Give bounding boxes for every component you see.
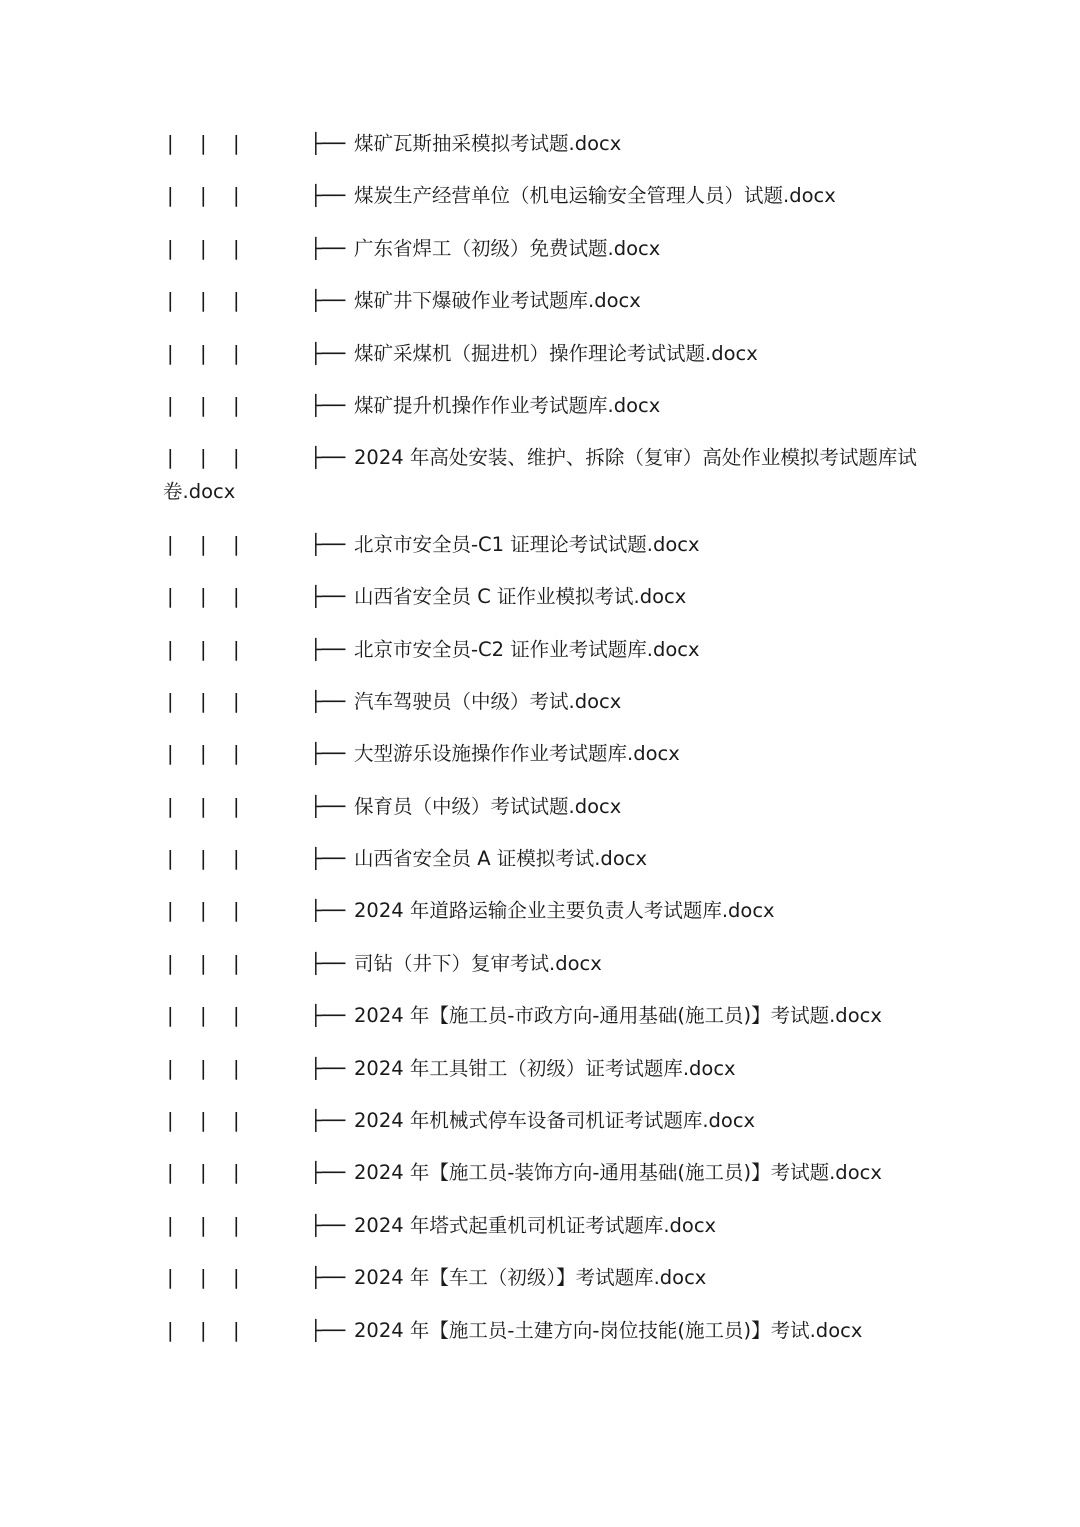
file-name: 汽车驾驶员（中级）考试.docx bbox=[354, 689, 622, 713]
tree-guide-line: | bbox=[233, 1056, 240, 1080]
file-tree-row bbox=[163, 337, 923, 371]
file-name: 煤矿瓦斯抽采模拟考试题.docx bbox=[354, 132, 622, 155]
tree-branch-connector: ├── bbox=[310, 1109, 346, 1133]
file-name: 山西省安全员 A 证模拟考试.docx bbox=[354, 847, 648, 871]
tree-guide-line: | bbox=[167, 532, 174, 556]
tree-branch-connector: ├── bbox=[310, 1056, 346, 1080]
tree-guides bbox=[163, 1261, 310, 1295]
tree-guide-line: | bbox=[167, 1266, 174, 1290]
file-tree-row bbox=[163, 389, 923, 423]
tree-guides bbox=[163, 528, 310, 562]
tree-guide-line: | bbox=[167, 951, 174, 975]
file-tree-row bbox=[163, 1052, 923, 1086]
tree-guide-line: | bbox=[167, 1213, 174, 1237]
file-tree-row bbox=[163, 528, 923, 562]
tree-guide-line: | bbox=[167, 132, 174, 155]
file-name: 煤炭生产经营单位（机电运输安全管理人员）试题.docx bbox=[354, 184, 836, 208]
tree-guide-line: | bbox=[167, 236, 174, 260]
tree-guides bbox=[163, 1314, 310, 1348]
tree-guide-line: | bbox=[233, 184, 240, 208]
tree-guide-line: | bbox=[167, 742, 174, 766]
tree-guides bbox=[163, 737, 310, 771]
tree-guides bbox=[163, 894, 310, 928]
tree-guide-line: | bbox=[200, 393, 207, 417]
tree-guides bbox=[163, 127, 310, 161]
tree-guide-line: | bbox=[167, 637, 174, 661]
file-name: 2024 年【车工（初级）】考试题库.docx bbox=[354, 1266, 707, 1290]
tree-guides bbox=[163, 633, 310, 667]
tree-guide-line: | bbox=[233, 1266, 240, 1290]
tree-guide-line: | bbox=[200, 794, 207, 818]
tree-guides bbox=[163, 1156, 310, 1190]
tree-branch-connector: ├── bbox=[310, 794, 346, 818]
tree-guide-line: | bbox=[167, 1109, 174, 1133]
tree-guide-line: | bbox=[233, 393, 240, 417]
tree-guide-line: | bbox=[167, 393, 174, 417]
file-name: 煤矿采煤机（掘进机）操作理论考试试题.docx bbox=[354, 341, 758, 365]
tree-guide-line: | bbox=[200, 1161, 207, 1185]
tree-branch-connector: ├── bbox=[310, 1004, 346, 1028]
tree-guide-line: | bbox=[167, 1004, 174, 1028]
file-tree-row bbox=[163, 685, 923, 719]
tree-guides bbox=[163, 441, 310, 475]
tree-guide-line: | bbox=[233, 289, 240, 313]
tree-guides bbox=[163, 685, 310, 719]
file-name: 广东省焊工（初级）免费试题.docx bbox=[354, 236, 661, 260]
tree-branch-connector: ├── bbox=[310, 847, 346, 871]
tree-guide-line: | bbox=[200, 184, 207, 208]
tree-guide-line: | bbox=[167, 1161, 174, 1185]
tree-guide-line: | bbox=[200, 1056, 207, 1080]
file-tree-row bbox=[163, 999, 923, 1033]
tree-guides bbox=[163, 842, 310, 876]
tree-guide-line: | bbox=[200, 1213, 207, 1237]
tree-branch-connector: ├── bbox=[310, 951, 346, 975]
file-tree-row bbox=[163, 842, 923, 876]
file-name: 2024 年【施工员-土建方向-岗位技能(施工员)】考试.docx bbox=[354, 1318, 863, 1342]
file-name: 保育员（中级）考试试题.docx bbox=[354, 794, 622, 818]
file-tree-row bbox=[163, 1209, 923, 1243]
tree-guide-line: | bbox=[200, 341, 207, 365]
tree-branch-connector: ├── bbox=[310, 236, 346, 260]
tree-guides bbox=[163, 1052, 310, 1086]
tree-guide-line: | bbox=[233, 951, 240, 975]
tree-guide-line: | bbox=[200, 532, 207, 556]
tree-guide-line: | bbox=[233, 637, 240, 661]
tree-guide-line: | bbox=[233, 236, 240, 260]
tree-guide-line: | bbox=[233, 1161, 240, 1185]
tree-branch-connector: ├── bbox=[310, 1213, 346, 1237]
tree-guides bbox=[163, 337, 310, 371]
tree-guides bbox=[163, 947, 310, 981]
tree-guides bbox=[163, 790, 310, 824]
tree-guide-line: | bbox=[167, 184, 174, 208]
tree-guides bbox=[163, 580, 310, 614]
file-tree bbox=[163, 127, 923, 1366]
tree-guide-line: | bbox=[167, 794, 174, 818]
tree-guide-line: | bbox=[167, 289, 174, 313]
tree-guides bbox=[163, 232, 310, 266]
tree-guides bbox=[163, 284, 310, 318]
tree-branch-connector: ├── bbox=[310, 532, 346, 556]
tree-guide-line: | bbox=[200, 1004, 207, 1028]
file-name: 北京市安全员-C2 证作业考试题库.docx bbox=[354, 637, 700, 661]
tree-guide-line: | bbox=[200, 1266, 207, 1290]
tree-guide-line: | bbox=[200, 1318, 207, 1342]
tree-branch-connector: ├── bbox=[310, 289, 346, 313]
tree-branch-connector: ├── bbox=[310, 1266, 346, 1290]
tree-guide-line: | bbox=[200, 585, 207, 609]
tree-guide-line: | bbox=[200, 446, 207, 470]
file-name: 2024 年【施工员-装饰方向-通用基础(施工员)】考试题.docx bbox=[354, 1161, 882, 1185]
file-tree-row bbox=[163, 633, 923, 667]
file-name: 2024 年工具钳工（初级）证考试题库.docx bbox=[354, 1056, 736, 1080]
tree-guides bbox=[163, 389, 310, 423]
file-tree-row bbox=[163, 1156, 923, 1190]
file-name: 煤矿提升机操作作业考试题库.docx bbox=[354, 393, 661, 417]
file-tree-row bbox=[163, 580, 923, 614]
file-tree-row bbox=[163, 1104, 923, 1138]
file-tree-row bbox=[163, 284, 923, 318]
tree-guide-line: | bbox=[167, 689, 174, 713]
tree-guide-line: | bbox=[233, 742, 240, 766]
tree-guides bbox=[163, 1209, 310, 1243]
tree-branch-connector: ├── bbox=[310, 1318, 346, 1342]
tree-branch-connector: ├── bbox=[310, 446, 346, 470]
tree-branch-connector: ├── bbox=[310, 742, 346, 766]
tree-guide-line: | bbox=[200, 951, 207, 975]
tree-guide-line: | bbox=[233, 1004, 240, 1028]
tree-guide-line: | bbox=[233, 1109, 240, 1133]
tree-guide-line: | bbox=[233, 847, 240, 871]
tree-guide-line: | bbox=[233, 341, 240, 365]
file-name: 2024 年机械式停车设备司机证考试题库.docx bbox=[354, 1109, 756, 1133]
tree-guide-line: | bbox=[200, 132, 207, 155]
tree-guide-line: | bbox=[233, 532, 240, 556]
tree-guide-line: | bbox=[167, 899, 174, 923]
file-name: 山西省安全员 C 证作业模拟考试.docx bbox=[354, 585, 687, 609]
file-name: 司钻（井下）复审考试.docx bbox=[354, 951, 602, 975]
tree-guide-line: | bbox=[200, 1109, 207, 1133]
tree-guide-line: | bbox=[200, 289, 207, 313]
tree-guide-line: | bbox=[233, 899, 240, 923]
file-tree-row bbox=[163, 232, 923, 266]
tree-guide-line: | bbox=[233, 1318, 240, 1342]
tree-guide-line: | bbox=[233, 132, 240, 155]
tree-branch-connector: ├── bbox=[310, 393, 346, 417]
file-name: 煤矿井下爆破作业考试题库.docx bbox=[354, 289, 641, 313]
tree-guides bbox=[163, 1104, 310, 1138]
tree-branch-connector: ├── bbox=[310, 899, 346, 923]
file-tree-row bbox=[163, 894, 923, 928]
tree-branch-connector: ├── bbox=[310, 341, 346, 365]
tree-guide-line: | bbox=[167, 1056, 174, 1080]
tree-guide-line: | bbox=[233, 1213, 240, 1237]
tree-guide-line: | bbox=[233, 585, 240, 609]
tree-guide-line: | bbox=[200, 637, 207, 661]
tree-guide-line: | bbox=[167, 1318, 174, 1342]
file-tree-row bbox=[163, 947, 923, 981]
file-name: 2024 年道路运输企业主要负责人考试题库.docx bbox=[354, 899, 775, 923]
file-tree-row bbox=[163, 1261, 923, 1295]
file-name: 2024 年塔式起重机司机证考试题库.docx bbox=[354, 1213, 717, 1237]
file-tree-row bbox=[163, 127, 923, 161]
tree-branch-connector: ├── bbox=[310, 637, 346, 661]
tree-branch-connector: ├── bbox=[310, 184, 346, 208]
file-tree-row bbox=[163, 441, 923, 509]
file-name: 2024 年【施工员-市政方向-通用基础(施工员)】考试题.docx bbox=[354, 1004, 882, 1028]
tree-guides bbox=[163, 999, 310, 1033]
file-name: 2024 年高处安装、维护、拆除（复审）高处作业模拟考试题库试卷.docx bbox=[163, 446, 917, 504]
file-tree-row bbox=[163, 737, 923, 771]
tree-guide-line: | bbox=[233, 794, 240, 818]
tree-branch-connector: ├── bbox=[310, 1161, 346, 1185]
file-name: 大型游乐设施操作作业考试题库.docx bbox=[354, 742, 680, 766]
tree-guide-line: | bbox=[233, 689, 240, 713]
tree-guide-line: | bbox=[200, 236, 207, 260]
tree-guide-line: | bbox=[167, 341, 174, 365]
tree-branch-connector: ├── bbox=[310, 689, 346, 713]
tree-guide-line: | bbox=[200, 899, 207, 923]
file-tree-row bbox=[163, 179, 923, 213]
tree-guides bbox=[163, 179, 310, 213]
tree-branch-connector: ├── bbox=[310, 132, 346, 155]
tree-guide-line: | bbox=[200, 847, 207, 871]
tree-guide-line: | bbox=[167, 847, 174, 871]
file-name: 北京市安全员-C1 证理论考试试题.docx bbox=[354, 532, 700, 556]
file-tree-row bbox=[163, 790, 923, 824]
tree-guide-line: | bbox=[233, 446, 240, 470]
tree-guide-line: | bbox=[200, 742, 207, 766]
tree-guide-line: | bbox=[167, 585, 174, 609]
tree-branch-connector: ├── bbox=[310, 585, 346, 609]
tree-guide-line: | bbox=[200, 689, 207, 713]
tree-guide-line: | bbox=[167, 446, 174, 470]
file-tree-row bbox=[163, 1314, 923, 1348]
